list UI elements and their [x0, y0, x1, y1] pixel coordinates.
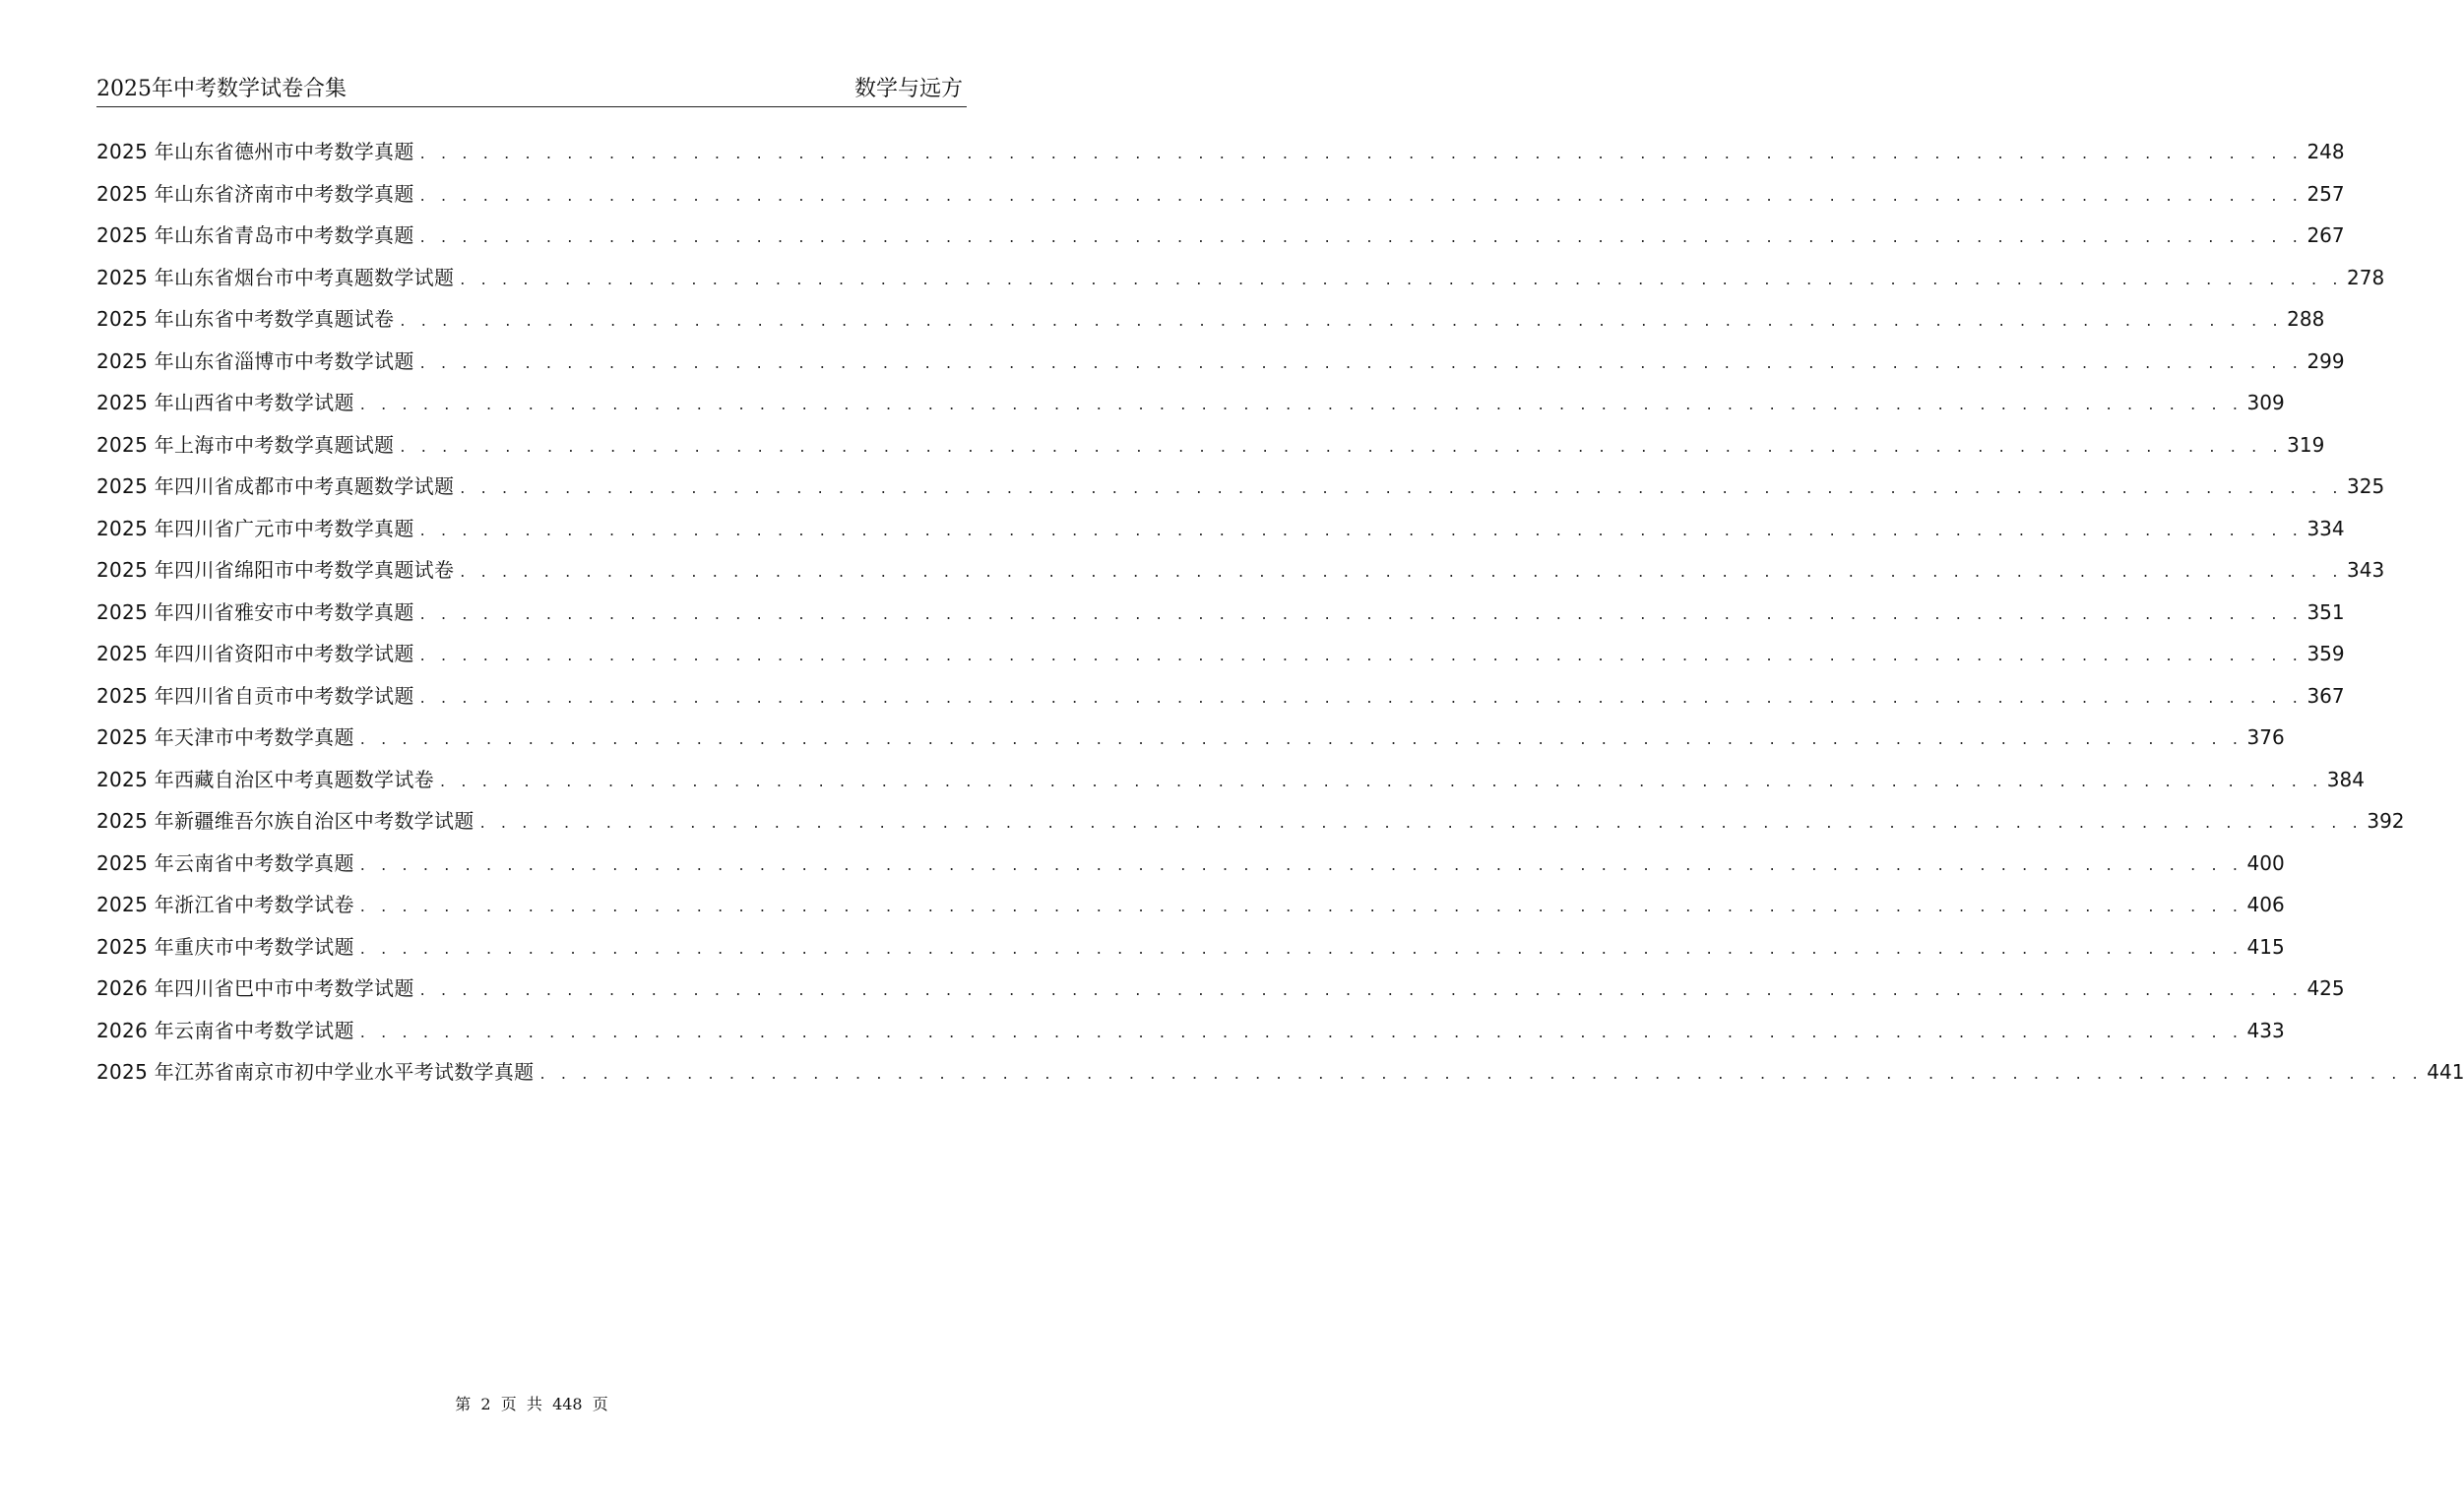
toc-entry[interactable] — [96, 884, 2285, 926]
toc-entry-page-number[interactable]: 309 — [2246, 391, 2285, 415]
toc-entry[interactable] — [96, 131, 2345, 173]
toc-entry-title[interactable]: 2025 年山西省中考数学试题 — [96, 391, 354, 415]
toc-entry[interactable] — [96, 675, 2345, 718]
toc-entry[interactable] — [96, 1010, 2285, 1052]
toc-entry-page-number[interactable]: 325 — [2347, 474, 2385, 499]
toc-dot-leader: . . . . . . . . . . . . . . . . . . . . . . . . . . . . . . . . . . . . . . . . . . . . . . . . . . . . . . . . . . . . . . . . . . . . . . . . . . . . . . . . . . . . . . . . . . — [419, 520, 2304, 539]
toc-entry-title[interactable]: 2025 年上海市中考数学真题试题 — [96, 432, 395, 457]
toc-entry-title[interactable]: 2025 年云南省中考数学真题 — [96, 850, 354, 875]
toc-dot-leader: . . . . . . . . . . . . . . . . . . . . . . . . . . . . . . . . . . . . . . . . . . . . . . . . . . . . . . . . . . . . . . . . . . . . . . . . . . . . . . . . . . . . . . . . . . — [359, 897, 2243, 916]
document-title: 2025年中考数学试卷合集 — [96, 77, 347, 101]
toc-entry-title[interactable]: 2025 年四川省雅安市中考数学真题 — [96, 599, 414, 624]
toc-dot-leader: . . . . . . . . . . . . . . . . . . . . . . . . . . . . . . . . . . . . . . . . . . . . . . . . . . . . . . . . . . . . . . . . . . . . . . . . . . . . . . . . . . . . . . . . . . — [359, 1022, 2243, 1041]
toc-entry-title[interactable]: 2025 年山东省青岛市中考数学真题 — [96, 223, 414, 248]
toc-entry-page-number[interactable]: 400 — [2246, 850, 2285, 875]
toc-entry-title[interactable]: 2025 年四川省资阳市中考数学试题 — [96, 642, 414, 666]
toc-entry-page-number[interactable]: 441 — [2427, 1060, 2464, 1085]
toc-entry-page-number[interactable]: 343 — [2347, 558, 2385, 583]
toc-dot-leader: . . . . . . . . . . . . . . . . . . . . . . . . . . . . . . . . . . . . . . . . . . . . . . . . . . . . . . . . . . . . . . . . . . . . . . . . . . . . . . . . . . . . . . . . . . — [419, 687, 2304, 707]
toc-entry-title[interactable]: 2025 年浙江省中考数学试卷 — [96, 893, 354, 917]
toc-entry-title[interactable]: 2025 年四川省广元市中考数学真题 — [96, 516, 414, 540]
publisher-name: 数学与远方 — [853, 77, 963, 101]
toc-entry[interactable] — [96, 508, 2345, 550]
toc-dot-leader: . . . . . . . . . . . . . . . . . . . . . . . . . . . . . . . . . . . . . . . . . . . . . . . . . . . . . . . . . . . . . . . . . . . . . . . . . . . . . . . . . . . . . . . . . . — [419, 646, 2304, 665]
toc-entry-page-number[interactable]: 384 — [2326, 767, 2365, 791]
toc-dot-leader: . . . . . . . . . . . . . . . . . . . . . . . . . . . . . . . . . . . . . . . . . . . . . . . . . . . . . . . . . . . . . . . . . . . . . . . . . . . . . . . . . . . . . . . . . . — [359, 938, 2243, 958]
table-of-contents — [96, 131, 2464, 1094]
toc-entry-page-number[interactable]: 248 — [2306, 140, 2345, 164]
toc-dot-leader: . . . . . . . . . . . . . . . . . . . . . . . . . . . . . . . . . . . . . . . . . . . . . . . . . . . . . . . . . . . . . . . . . . . . . . . . . . . . . . . . . . . . . . . . . . — [439, 771, 2323, 790]
toc-dot-leader: . . . . . . . . . . . . . . . . . . . . . . . . . . . . . . . . . . . . . . . . . . . . . . . . . . . . . . . . . . . . . . . . . . . . . . . . . . . . . . . . . . . . . . . . . . — [359, 729, 2243, 749]
toc-entry[interactable] — [96, 592, 2345, 634]
toc-dot-leader: . . . . . . . . . . . . . . . . . . . . . . . . . . . . . . . . . . . . . . . . . . . . . . . . . . . . . . . . . . . . . . . . . . . . . . . . . . . . . . . . . . . . . . . . . . — [460, 269, 2344, 288]
toc-entry-page-number[interactable]: 319 — [2287, 432, 2325, 457]
toc-dot-leader: . . . . . . . . . . . . . . . . . . . . . . . . . . . . . . . . . . . . . . . . . . . . . . . . . . . . . . . . . . . . . . . . . . . . . . . . . . . . . . . . . . . . . . . . . . — [419, 227, 2304, 247]
toc-entry-page-number[interactable]: 425 — [2306, 976, 2345, 1001]
toc-entry-page-number[interactable]: 257 — [2306, 181, 2345, 206]
toc-entry-page-number[interactable]: 433 — [2246, 1018, 2285, 1042]
toc-entry-title[interactable]: 2025 年山东省德州市中考数学真题 — [96, 140, 414, 164]
toc-entry[interactable] — [96, 173, 2345, 216]
toc-dot-leader: . . . . . . . . . . . . . . . . . . . . . . . . . . . . . . . . . . . . . . . . . . . . . . . . . . . . . . . . . . . . . . . . . . . . . . . . . . . . . . . . . . . . . . . . . . — [419, 185, 2304, 205]
toc-entry[interactable] — [96, 424, 2325, 467]
toc-entry-page-number[interactable]: 406 — [2246, 893, 2285, 917]
toc-entry-page-number[interactable]: 415 — [2246, 934, 2285, 959]
toc-entry[interactable] — [96, 926, 2285, 969]
toc-entry[interactable] — [96, 382, 2285, 424]
toc-entry-title[interactable]: 2025 年山东省济南市中考数学真题 — [96, 181, 414, 206]
toc-entry-title[interactable]: 2025 年重庆市中考数学试题 — [96, 934, 354, 959]
toc-entry[interactable] — [96, 298, 2325, 341]
toc-entry-page-number[interactable]: 351 — [2306, 599, 2345, 624]
toc-entry-page-number[interactable]: 288 — [2287, 307, 2325, 332]
toc-dot-leader: . . . . . . . . . . . . . . . . . . . . . . . . . . . . . . . . . . . . . . . . . . . . . . . . . . . . . . . . . . . . . . . . . . . . . . . . . . . . . . . . . . . . . . . . . . — [419, 603, 2304, 623]
toc-entry[interactable] — [96, 843, 2285, 885]
toc-entry-page-number[interactable]: 267 — [2306, 223, 2345, 248]
toc-entry-page-number[interactable]: 299 — [2306, 348, 2345, 373]
page-number-footer: 第 2 页 共 448 页 — [455, 1395, 608, 1413]
toc-entry[interactable] — [96, 341, 2345, 383]
toc-entry-page-number[interactable]: 392 — [2367, 809, 2405, 834]
toc-entry-page-number[interactable]: 376 — [2246, 725, 2285, 750]
toc-entry-title[interactable]: 2026 年四川省巴中市中考数学试题 — [96, 976, 414, 1001]
toc-entry-title[interactable]: 2026 年云南省中考数学试题 — [96, 1018, 354, 1042]
toc-entry-title[interactable]: 2025 年四川省绵阳市中考数学真题试卷 — [96, 558, 455, 583]
toc-entry-title[interactable]: 2025 年新疆维吾尔族自治区中考数学试题 — [96, 809, 474, 834]
toc-entry-title[interactable]: 2025 年江苏省南京市初中学业水平考试数学真题 — [96, 1060, 535, 1085]
toc-entry[interactable] — [96, 215, 2345, 257]
page-header — [96, 75, 967, 107]
toc-entry-page-number[interactable]: 278 — [2347, 265, 2385, 289]
toc-dot-leader: . . . . . . . . . . . . . . . . . . . . . . . . . . . . . . . . . . . . . . . . . . . . . . . . . . . . . . . . . . . . . . . . . . . . . . . . . . . . . . . . . . . . . . . . . . — [359, 854, 2243, 874]
toc-dot-leader: . . . . . . . . . . . . . . . . . . . . . . . . . . . . . . . . . . . . . . . . . . . . . . . . . . . . . . . . . . . . . . . . . . . . . . . . . . . . . . . . . . . . . . . . . . — [419, 980, 2304, 1000]
toc-entry-page-number[interactable]: 367 — [2306, 683, 2345, 708]
toc-entry[interactable] — [96, 759, 2365, 801]
toc-entry-title[interactable]: 2025 年西藏自治区中考真题数学试卷 — [96, 767, 434, 791]
toc-dot-leader: . . . . . . . . . . . . . . . . . . . . . . . . . . . . . . . . . . . . . . . . . . . . . . . . . . . . . . . . . . . . . . . . . . . . . . . . . . . . . . . . . . . . . . . . . . — [539, 1064, 2424, 1084]
toc-dot-leader: . . . . . . . . . . . . . . . . . . . . . . . . . . . . . . . . . . . . . . . . . . . . . . . . . . . . . . . . . . . . . . . . . . . . . . . . . . . . . . . . . . . . . . . . . . — [460, 562, 2344, 582]
toc-entry-title[interactable]: 2025 年山东省烟台市中考真题数学试题 — [96, 265, 455, 289]
toc-dot-leader: . . . . . . . . . . . . . . . . . . . . . . . . . . . . . . . . . . . . . . . . . . . . . . . . . . . . . . . . . . . . . . . . . . . . . . . . . . . . . . . . . . . . . . . . . . — [479, 813, 2364, 833]
toc-dot-leader: . . . . . . . . . . . . . . . . . . . . . . . . . . . . . . . . . . . . . . . . . . . . . . . . . . . . . . . . . . . . . . . . . . . . . . . . . . . . . . . . . . . . . . . . . . — [400, 311, 2284, 331]
toc-dot-leader: . . . . . . . . . . . . . . . . . . . . . . . . . . . . . . . . . . . . . . . . . . . . . . . . . . . . . . . . . . . . . . . . . . . . . . . . . . . . . . . . . . . . . . . . . . — [400, 436, 2284, 456]
toc-entry-title[interactable]: 2025 年四川省成都市中考真题数学试题 — [96, 474, 455, 499]
toc-entry[interactable] — [96, 549, 2385, 592]
toc-entry[interactable] — [96, 1051, 2464, 1094]
toc-dot-leader: . . . . . . . . . . . . . . . . . . . . . . . . . . . . . . . . . . . . . . . . . . . . . . . . . . . . . . . . . . . . . . . . . . . . . . . . . . . . . . . . . . . . . . . . . . — [359, 395, 2243, 414]
toc-entry-page-number[interactable]: 359 — [2306, 642, 2345, 666]
toc-entry-title[interactable]: 2025 年山东省中考数学真题试卷 — [96, 307, 395, 332]
toc-dot-leader: . . . . . . . . . . . . . . . . . . . . . . . . . . . . . . . . . . . . . . . . . . . . . . . . . . . . . . . . . . . . . . . . . . . . . . . . . . . . . . . . . . . . . . . . . . — [419, 352, 2304, 372]
toc-entry[interactable] — [96, 800, 2405, 843]
toc-entry-title[interactable]: 2025 年四川省自贡市中考数学试题 — [96, 683, 414, 708]
toc-entry[interactable] — [96, 717, 2285, 759]
toc-entry-title[interactable]: 2025 年天津市中考数学真题 — [96, 725, 354, 750]
toc-entry[interactable] — [96, 466, 2385, 508]
toc-dot-leader: . . . . . . . . . . . . . . . . . . . . . . . . . . . . . . . . . . . . . . . . . . . . . . . . . . . . . . . . . . . . . . . . . . . . . . . . . . . . . . . . . . . . . . . . . . — [419, 144, 2304, 163]
toc-dot-leader: . . . . . . . . . . . . . . . . . . . . . . . . . . . . . . . . . . . . . . . . . . . . . . . . . . . . . . . . . . . . . . . . . . . . . . . . . . . . . . . . . . . . . . . . . . — [460, 478, 2344, 498]
toc-entry[interactable] — [96, 968, 2345, 1010]
toc-entry[interactable] — [96, 633, 2345, 675]
toc-entry-title[interactable]: 2025 年山东省淄博市中考数学试题 — [96, 348, 414, 373]
toc-entry[interactable] — [96, 257, 2385, 299]
toc-entry-page-number[interactable]: 334 — [2306, 516, 2345, 540]
